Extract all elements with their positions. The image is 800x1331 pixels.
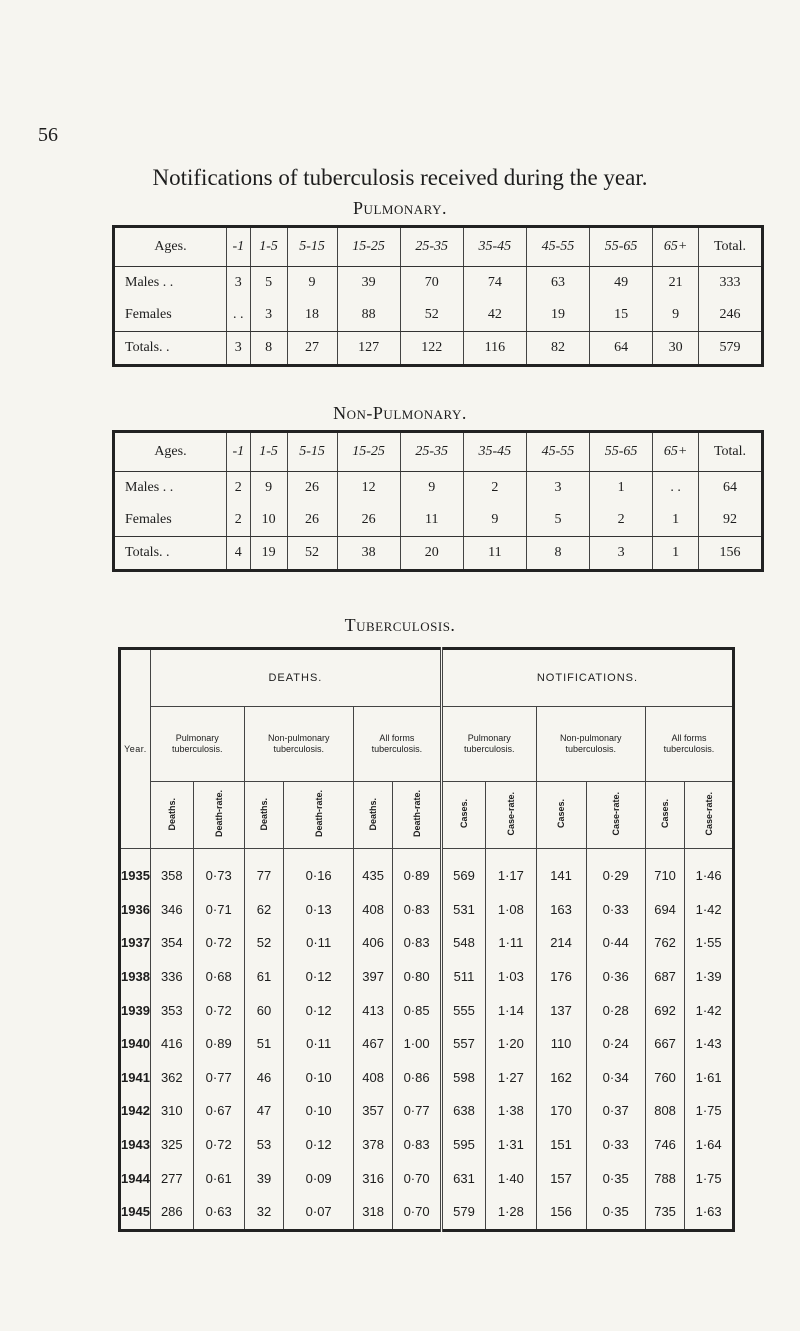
table-cell: 735 <box>645 1195 684 1230</box>
row-label: Females <box>114 299 227 332</box>
year-cell: 1940 <box>121 1036 150 1052</box>
table-cell: 1 <box>590 472 653 505</box>
tuberculosis-table <box>118 647 735 1232</box>
table-cell: 333 <box>699 267 763 300</box>
table-cell: 2 <box>590 504 653 537</box>
table-cell: 51 <box>244 1027 284 1061</box>
table-cell: 46 <box>244 1061 284 1095</box>
table-cell: 137 <box>536 993 586 1027</box>
table-cell: 52 <box>400 299 463 332</box>
table-cell: 30 <box>653 332 699 366</box>
column-header <box>393 782 442 849</box>
table-cell: 4 <box>226 537 250 571</box>
table-cell: 0·33 <box>586 1128 645 1162</box>
column-header: 15-25 <box>337 432 400 472</box>
table-cell: 0·83 <box>393 893 442 927</box>
table-row <box>120 1195 734 1230</box>
table-cell: 0·70 <box>393 1161 442 1195</box>
table-cell: 357 <box>353 1094 392 1128</box>
column-header-label: Cases. <box>660 799 671 829</box>
column-header: 65+ <box>653 227 699 267</box>
row-label: Totals. . <box>125 340 170 355</box>
column-header: Total. <box>699 227 763 267</box>
column-header: -1 <box>226 432 250 472</box>
table-cell: 692 <box>645 993 684 1027</box>
column-header-label: Death-rate. <box>313 790 324 838</box>
non-pulmonary-heading: Non-Pulmonary. <box>333 403 467 423</box>
table-cell: 1·38 <box>486 1094 536 1128</box>
table-cell: 88 <box>337 299 400 332</box>
table-cell: 325 <box>150 1128 193 1162</box>
column-header-label: Cases. <box>556 799 567 829</box>
table-cell: 11 <box>463 537 526 571</box>
table-cell: 0·67 <box>193 1094 244 1128</box>
table-cell: 9 <box>287 267 337 300</box>
table-cell: 1·20 <box>486 1027 536 1061</box>
table-cell: 0·10 <box>284 1061 354 1095</box>
table-cell: 26 <box>287 472 337 505</box>
page-number: 56 <box>38 124 58 146</box>
table-cell: 62 <box>244 893 284 927</box>
table-cell: 1·28 <box>486 1195 536 1230</box>
table-cell: 1 <box>653 537 699 571</box>
table-row <box>120 849 734 893</box>
table-cell: 42 <box>463 299 526 332</box>
year-cell: 1935 <box>121 868 150 884</box>
table-cell: 353 <box>150 993 193 1027</box>
column-header: 25-35 <box>400 432 463 472</box>
table-cell: 406 <box>353 926 392 960</box>
table-cell: 12 <box>337 472 400 505</box>
table-cell: 70 <box>400 267 463 300</box>
table-cell: 0·37 <box>586 1094 645 1128</box>
table-cell: 3 <box>226 332 250 366</box>
table-cell: 557 <box>441 1027 485 1061</box>
column-header-label: Case-rate. <box>505 792 516 836</box>
row-label: Totals. . <box>125 545 170 560</box>
year-cell: 1938 <box>121 969 150 985</box>
table-cell: 1·42 <box>685 893 734 927</box>
table-cell: 141 <box>536 849 586 893</box>
table-cell: 1·00 <box>393 1027 442 1061</box>
table-cell: 358 <box>150 849 193 893</box>
table-cell: 1·75 <box>685 1161 734 1195</box>
table-cell: 413 <box>353 993 392 1027</box>
table-cell: 631 <box>441 1161 485 1195</box>
table-cell: 0·28 <box>586 993 645 1027</box>
table-cell: 0·07 <box>284 1195 354 1230</box>
table-cell: 116 <box>463 332 526 366</box>
table-cell: 15 <box>590 299 653 332</box>
table-cell: 1·55 <box>685 926 734 960</box>
header-row <box>114 432 763 472</box>
table-cell: 32 <box>244 1195 284 1230</box>
table-cell: 49 <box>590 267 653 300</box>
table-cell: 20 <box>400 537 463 571</box>
table-cell: 47 <box>244 1094 284 1128</box>
column-header <box>150 782 193 849</box>
table-cell: 467 <box>353 1027 392 1061</box>
pulmonary-heading: Pulmonary. <box>353 198 447 218</box>
column-header-label: Deaths. <box>166 797 177 831</box>
table-cell: 310 <box>150 1094 193 1128</box>
table-cell: 0·44 <box>586 926 645 960</box>
table-cell: 0·72 <box>193 1128 244 1162</box>
table-cell: 0·83 <box>393 926 442 960</box>
table-cell: 60 <box>244 993 284 1027</box>
table-cell: 1·31 <box>486 1128 536 1162</box>
year-cell: 1943 <box>121 1137 150 1153</box>
column-header: -1 <box>226 227 250 267</box>
column-header-label: Cases. <box>459 799 470 829</box>
table-cell: 788 <box>645 1161 684 1195</box>
table-cell: 318 <box>353 1195 392 1230</box>
table-cell: 0·29 <box>586 849 645 893</box>
column-header-label: Deaths. <box>368 797 379 831</box>
table-cell: 110 <box>536 1027 586 1061</box>
year-cell: 1939 <box>121 1002 150 1018</box>
table-cell: 10 <box>250 504 287 537</box>
table-cell: 0·71 <box>193 893 244 927</box>
table-cell: 52 <box>287 537 337 571</box>
table-cell: 0·72 <box>193 926 244 960</box>
column-header <box>645 782 684 849</box>
table-cell: 1·46 <box>685 849 734 893</box>
table-cell: 2 <box>463 472 526 505</box>
table-cell: 63 <box>526 267 589 300</box>
table-cell: 1·03 <box>486 960 536 994</box>
table-cell: 336 <box>150 960 193 994</box>
table-cell: 5 <box>526 504 589 537</box>
table-row <box>114 472 763 505</box>
table-cell: 397 <box>353 960 392 994</box>
table-cell: 667 <box>645 1027 684 1061</box>
column-header: 5-15 <box>287 432 337 472</box>
table-cell: 694 <box>645 893 684 927</box>
column-header <box>486 782 536 849</box>
table-cell: 8 <box>250 332 287 366</box>
table-row <box>114 537 763 571</box>
table-cell: 39 <box>337 267 400 300</box>
table-cell: 8 <box>526 537 589 571</box>
column-header: 65+ <box>653 432 699 472</box>
column-header-label: Death-rate. <box>213 790 224 838</box>
column-header: 45-55 <box>526 227 589 267</box>
table-cell: 0·63 <box>193 1195 244 1230</box>
table-cell: 1·17 <box>486 849 536 893</box>
subheader-row <box>120 707 734 782</box>
table-cell: 579 <box>699 332 763 366</box>
table-cell: 3 <box>226 267 250 300</box>
table-cell: 1·27 <box>486 1061 536 1095</box>
table-cell: 52 <box>244 926 284 960</box>
table-cell: 214 <box>536 926 586 960</box>
table-cell: 378 <box>353 1128 392 1162</box>
table-cell: 0·85 <box>393 993 442 1027</box>
table-cell: 151 <box>536 1128 586 1162</box>
table-cell: 122 <box>400 332 463 366</box>
column-header <box>586 782 645 849</box>
table-row <box>120 1027 734 1061</box>
table-cell: 0·24 <box>586 1027 645 1061</box>
table-cell: 2 <box>226 504 250 537</box>
table-cell: 127 <box>337 332 400 366</box>
page-title: Notifications of tuberculosis received during the year. <box>152 165 648 190</box>
table-cell: 38 <box>337 537 400 571</box>
table-cell: 1·08 <box>486 893 536 927</box>
table-cell: 0·36 <box>586 960 645 994</box>
column-header: 35-45 <box>463 432 526 472</box>
table-cell: 18 <box>287 299 337 332</box>
table-cell: 157 <box>536 1161 586 1195</box>
table-cell: 0·77 <box>193 1061 244 1095</box>
header-row <box>114 227 763 267</box>
tuberculosis-heading: Tuberculosis. <box>344 615 456 635</box>
table-cell: 3 <box>590 537 653 571</box>
table-cell: 0·70 <box>393 1195 442 1230</box>
row-label: Females <box>114 504 227 537</box>
table-cell: 0·86 <box>393 1061 442 1095</box>
column-header <box>284 782 354 849</box>
column-header-label: Case-rate. <box>610 792 621 836</box>
header-row <box>120 649 734 707</box>
table-cell: 19 <box>250 537 287 571</box>
year-cell: 1937 <box>121 935 150 951</box>
column-header-row <box>120 782 734 849</box>
column-header-label: Deaths. <box>259 797 270 831</box>
table-cell: 808 <box>645 1094 684 1128</box>
column-header <box>685 782 734 849</box>
group-header: Pulmonary tuberculosis. <box>441 707 536 782</box>
table-cell: 162 <box>536 1061 586 1095</box>
table-cell: 408 <box>353 1061 392 1095</box>
table-cell: 760 <box>645 1061 684 1095</box>
table-cell: 435 <box>353 849 392 893</box>
table-cell: 3 <box>526 472 589 505</box>
table-cell: 638 <box>441 1094 485 1128</box>
table-cell: 555 <box>441 993 485 1027</box>
table-cell: 1·64 <box>685 1128 734 1162</box>
table-cell: 416 <box>150 1027 193 1061</box>
table-cell: 9 <box>463 504 526 537</box>
column-header <box>244 782 284 849</box>
table-row <box>120 926 734 960</box>
group-header: All forms tuberculosis. <box>353 707 441 782</box>
column-header-label: Death-rate. <box>411 790 422 838</box>
table-cell: 1·14 <box>486 993 536 1027</box>
table-cell: 0·73 <box>193 849 244 893</box>
group-header: Pulmonary tuberculosis. <box>150 707 244 782</box>
table-cell: 1·42 <box>685 993 734 1027</box>
column-header: Total. <box>699 432 763 472</box>
table-cell: 1·61 <box>685 1061 734 1095</box>
table-cell: 0·12 <box>284 1128 354 1162</box>
table-cell: 0·09 <box>284 1161 354 1195</box>
table-cell: 408 <box>353 893 392 927</box>
table-row <box>120 893 734 927</box>
year-cell: 1945 <box>121 1204 150 1220</box>
year-cell: 1936 <box>121 901 150 917</box>
column-header: 15-25 <box>337 227 400 267</box>
table-cell: 5 <box>250 267 287 300</box>
table-cell: 531 <box>441 893 485 927</box>
table-cell: 1·63 <box>685 1195 734 1230</box>
table-cell: 156 <box>699 537 763 571</box>
year-cell: 1941 <box>121 1069 150 1085</box>
table-row <box>120 1128 734 1162</box>
non-pulmonary-table <box>112 430 764 572</box>
column-header: 55-65 <box>590 432 653 472</box>
table-cell: 0·72 <box>193 993 244 1027</box>
table-row <box>114 332 763 366</box>
table-cell: 1·43 <box>685 1027 734 1061</box>
table-cell: 170 <box>536 1094 586 1128</box>
table-cell: 0·33 <box>586 893 645 927</box>
column-header: 45-55 <box>526 432 589 472</box>
table-cell: 92 <box>699 504 763 537</box>
table-cell: 598 <box>441 1061 485 1095</box>
table-cell: 64 <box>590 332 653 366</box>
table-cell: 64 <box>699 472 763 505</box>
table-cell: 0·12 <box>284 993 354 1027</box>
table-cell: 27 <box>287 332 337 366</box>
table-row <box>120 1094 734 1128</box>
table-row <box>114 299 763 332</box>
table-cell: 9 <box>250 472 287 505</box>
table-cell: 762 <box>645 926 684 960</box>
table-cell: 0·68 <box>193 960 244 994</box>
table-cell: 26 <box>337 504 400 537</box>
column-header <box>536 782 586 849</box>
table-cell: 19 <box>526 299 589 332</box>
table-cell: . . <box>226 299 250 332</box>
column-header: 1-5 <box>250 227 287 267</box>
table-cell: 53 <box>244 1128 284 1162</box>
table-cell: 1·39 <box>685 960 734 994</box>
table-cell: 316 <box>353 1161 392 1195</box>
table-cell: 0·80 <box>393 960 442 994</box>
table-cell: 39 <box>244 1161 284 1195</box>
table-cell: 511 <box>441 960 485 994</box>
table-row <box>120 993 734 1027</box>
table-cell: 277 <box>150 1161 193 1195</box>
table-cell: 156 <box>536 1195 586 1230</box>
table-cell: 0·16 <box>284 849 354 893</box>
table-cell: 746 <box>645 1128 684 1162</box>
year-cell: 1944 <box>121 1170 150 1186</box>
table-cell: 362 <box>150 1061 193 1095</box>
table-cell: 0·13 <box>284 893 354 927</box>
table-cell: 246 <box>699 299 763 332</box>
table-cell: 9 <box>400 472 463 505</box>
table-cell: 0·61 <box>193 1161 244 1195</box>
table-cell: 176 <box>536 960 586 994</box>
column-header-label: Case-rate. <box>703 792 714 836</box>
column-header <box>193 782 244 849</box>
table-row <box>120 1061 734 1095</box>
column-header: 5-15 <box>287 227 337 267</box>
column-header <box>353 782 392 849</box>
column-header <box>441 782 485 849</box>
group-header: Non-pulmonary tuberculosis. <box>536 707 645 782</box>
table-cell: 346 <box>150 893 193 927</box>
column-header: Ages. <box>114 227 227 267</box>
row-label: Males . . <box>125 275 174 290</box>
deaths-header: DEATHS. <box>150 649 441 707</box>
table-cell: 0·10 <box>284 1094 354 1128</box>
table-cell: 1·11 <box>486 926 536 960</box>
table-cell: 354 <box>150 926 193 960</box>
table-cell: 26 <box>287 504 337 537</box>
table-cell: 0·89 <box>193 1027 244 1061</box>
column-header: Ages. <box>114 432 227 472</box>
table-cell: 286 <box>150 1195 193 1230</box>
table-cell: 569 <box>441 849 485 893</box>
table-cell: 548 <box>441 926 485 960</box>
column-header: 1-5 <box>250 432 287 472</box>
table-row <box>114 504 763 537</box>
column-header: 35-45 <box>463 227 526 267</box>
table-cell: 0·11 <box>284 1027 354 1061</box>
table-row <box>120 1161 734 1195</box>
table-cell: 0·11 <box>284 926 354 960</box>
year-header: Year. <box>120 649 151 849</box>
table-cell: 687 <box>645 960 684 994</box>
table-cell: 74 <box>463 267 526 300</box>
table-cell: 3 <box>250 299 287 332</box>
table-cell: 77 <box>244 849 284 893</box>
pulmonary-table <box>112 225 764 367</box>
table-cell: 595 <box>441 1128 485 1162</box>
table-cell: 11 <box>400 504 463 537</box>
table-cell: 0·77 <box>393 1094 442 1128</box>
table-cell: 0·83 <box>393 1128 442 1162</box>
table-cell: 21 <box>653 267 699 300</box>
year-cell: 1942 <box>121 1103 150 1119</box>
table-cell: 710 <box>645 849 684 893</box>
column-header: 25-35 <box>400 227 463 267</box>
table-cell: 2 <box>226 472 250 505</box>
table-cell: 0·12 <box>284 960 354 994</box>
table-cell: 1·40 <box>486 1161 536 1195</box>
table-row <box>114 267 763 300</box>
group-header: All forms tuberculosis. <box>645 707 733 782</box>
table-cell: 0·34 <box>586 1061 645 1095</box>
table-cell: 0·89 <box>393 849 442 893</box>
column-header: 55-65 <box>590 227 653 267</box>
table-cell: . . <box>653 472 699 505</box>
table-row <box>120 960 734 994</box>
table-cell: 61 <box>244 960 284 994</box>
table-cell: 579 <box>441 1195 485 1230</box>
table-cell: 82 <box>526 332 589 366</box>
row-label: Males . . <box>125 480 174 495</box>
table-cell: 0·35 <box>586 1161 645 1195</box>
notifications-header: NOTIFICATIONS. <box>441 649 733 707</box>
table-cell: 1·75 <box>685 1094 734 1128</box>
table-cell: 0·35 <box>586 1195 645 1230</box>
table-cell: 9 <box>653 299 699 332</box>
table-cell: 163 <box>536 893 586 927</box>
group-header: Non-pulmonary tuberculosis. <box>244 707 353 782</box>
table-cell: 1 <box>653 504 699 537</box>
